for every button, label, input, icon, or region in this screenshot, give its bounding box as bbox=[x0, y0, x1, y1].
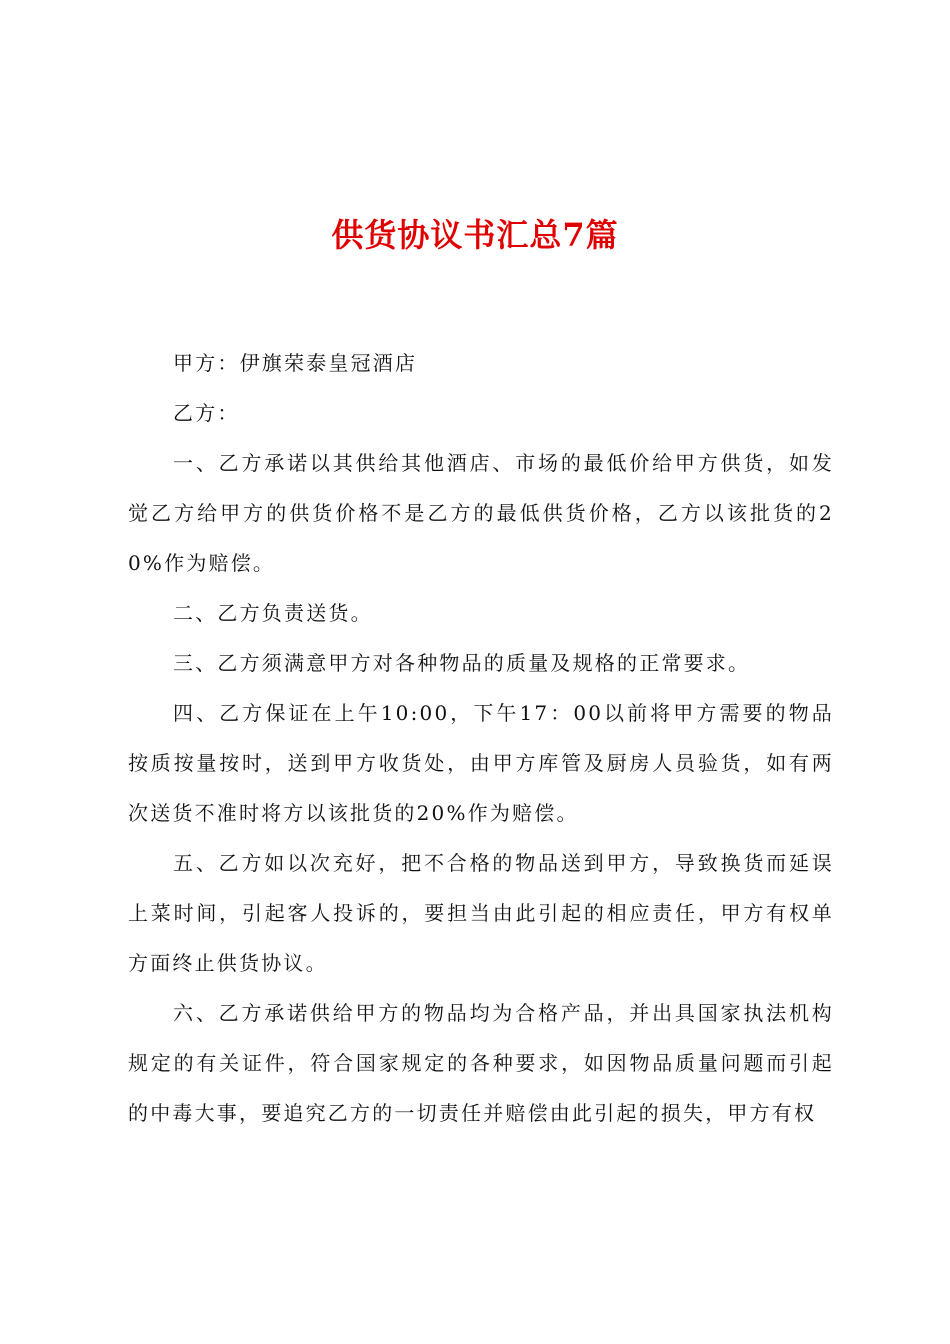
party-b-line: 乙方： bbox=[173, 401, 240, 425]
clause-2: 二、乙方负责送货。 bbox=[173, 601, 373, 625]
document-body bbox=[128, 338, 834, 1138]
clause-3: 三、乙方须满意甲方对各种物品的质量及规格的正常要求。 bbox=[173, 651, 751, 675]
document-title: 供货协议书汇总7篇 bbox=[331, 216, 619, 254]
clause-4: 四、乙方保证在上午10:00，下午17：00以前将甲方需要的物品按质按量按时，送到甲方收货处，由甲方库管及厨房人员验货，如有两次送货不准时将方以该批货的20%作为赔偿。 bbox=[128, 701, 834, 825]
party-a-line: 甲方：伊旗荣泰皇冠酒店 bbox=[173, 351, 418, 375]
clause-6: 六、乙方承诺供给甲方的物品均为合格产品，并出具国家执法机构规定的有关证件，符合国家规定的各种要求，如因物品质量问题而引起的中毒大事，要追究乙方的一切责任并赔偿由此引起的损失，甲方有权 bbox=[128, 1001, 834, 1125]
clause-5: 五、乙方如以次充好，把不合格的物品送到甲方，导致换货而延误上菜时间，引起客人投诉的，要担当由此引起的相应责任，甲方有权单方面终止供货协议。 bbox=[128, 851, 834, 975]
clause-1: 一、乙方承诺以其供给其他酒店、市场的最低价给甲方供货，如发觉乙方给甲方的供货价格不是乙方的最低供货价格，乙方以该批货的20%作为赔偿。 bbox=[128, 451, 834, 575]
